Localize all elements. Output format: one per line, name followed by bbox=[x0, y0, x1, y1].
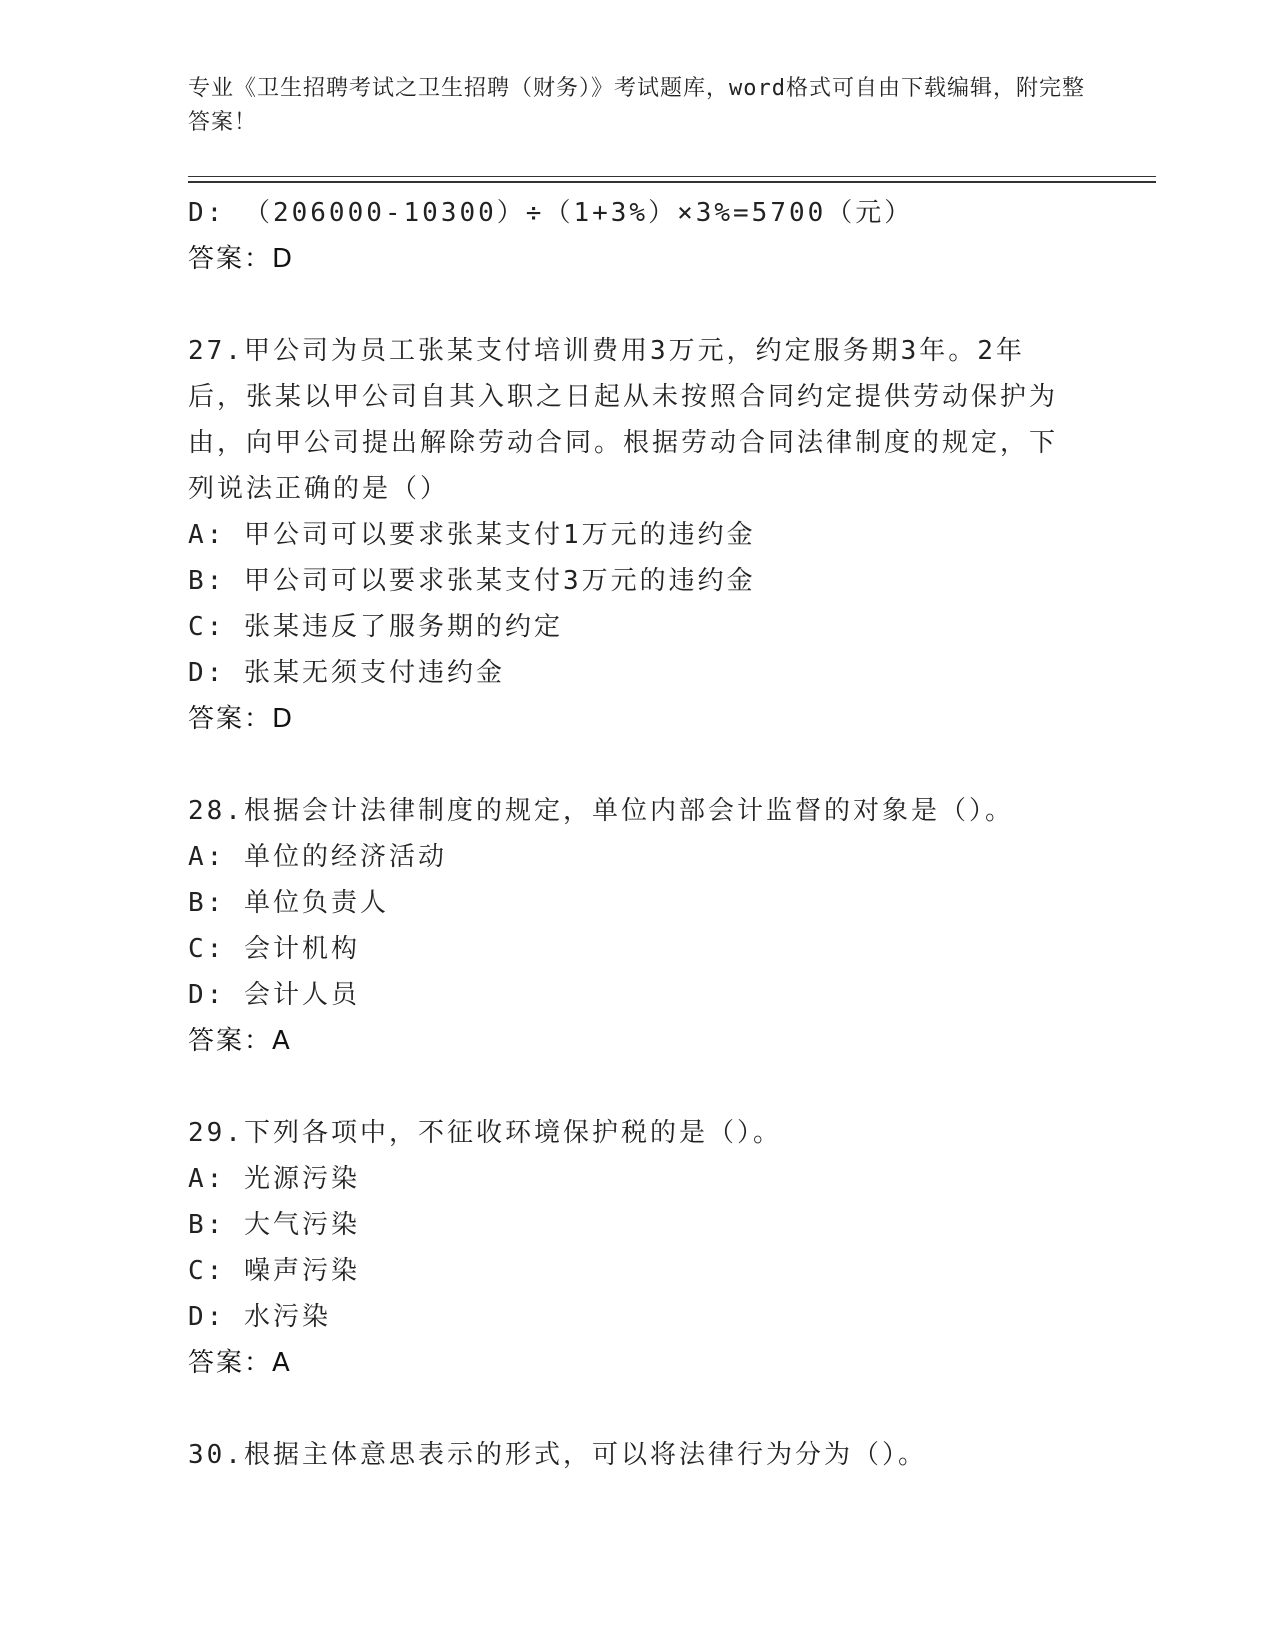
question-stem: 27.甲公司为员工张某支付培训费用3万元，约定服务期3年。2年后，张某以甲公司自其入职之日起从未按照合同约定提供劳动保护为由，向甲公司提出解除劳动合同。根据劳动合同法律制度的规定，下列说法正确的是（） bbox=[188, 336, 1059, 504]
prev-question-answer: 答案：D bbox=[188, 244, 295, 274]
answer: 答案：A bbox=[188, 1026, 292, 1056]
option-b: B: 大气污染 bbox=[188, 1210, 360, 1240]
document-header bbox=[188, 72, 1088, 140]
spacer bbox=[188, 282, 1088, 328]
header-divider-thick bbox=[188, 181, 1156, 183]
spacer bbox=[188, 742, 1088, 788]
spacer bbox=[188, 1064, 1088, 1110]
answer: 答案：D bbox=[188, 704, 295, 734]
question-stem: 29.下列各项中，不征收环境保护税的是（）。 bbox=[188, 1118, 782, 1148]
option-c: C: 噪声污染 bbox=[188, 1256, 360, 1286]
option-d: D: 会计人员 bbox=[188, 980, 360, 1010]
question-list bbox=[188, 190, 1088, 1478]
option-d: D: 张某无须支付违约金 bbox=[188, 658, 505, 688]
question-29 bbox=[188, 1110, 1088, 1386]
option-c: C: 张某违反了服务期的约定 bbox=[188, 612, 563, 642]
option-d: D: 水污染 bbox=[188, 1302, 331, 1332]
answer: 答案：A bbox=[188, 1348, 292, 1378]
question-stem: 28.根据会计法律制度的规定，单位内部会计监督的对象是（）。 bbox=[188, 796, 1014, 826]
option-a: A: 单位的经济活动 bbox=[188, 842, 447, 872]
option-b: B: 甲公司可以要求张某支付3万元的违约金 bbox=[188, 566, 756, 596]
question-30 bbox=[188, 1432, 1088, 1478]
option-c: C: 会计机构 bbox=[188, 934, 360, 964]
prev-question-option-d: D: （206000-10300）÷（1+3%）×3%=5700（元） bbox=[188, 198, 914, 228]
option-a: A: 甲公司可以要求张某支付1万元的违约金 bbox=[188, 520, 756, 550]
option-a: A: 光源污染 bbox=[188, 1164, 360, 1194]
question-stem: 30.根据主体意思表示的形式，可以将法律行为分为（）。 bbox=[188, 1440, 927, 1470]
question-28 bbox=[188, 788, 1088, 1064]
spacer bbox=[188, 1386, 1088, 1432]
option-b: B: 单位负责人 bbox=[188, 888, 389, 918]
question-27 bbox=[188, 328, 1088, 742]
header-divider-thin bbox=[188, 176, 1156, 177]
header-text: 专业《卫生招聘考试之卫生招聘（财务）》考试题库，word格式可自由下载编辑，附完整答案！ bbox=[188, 76, 1085, 135]
